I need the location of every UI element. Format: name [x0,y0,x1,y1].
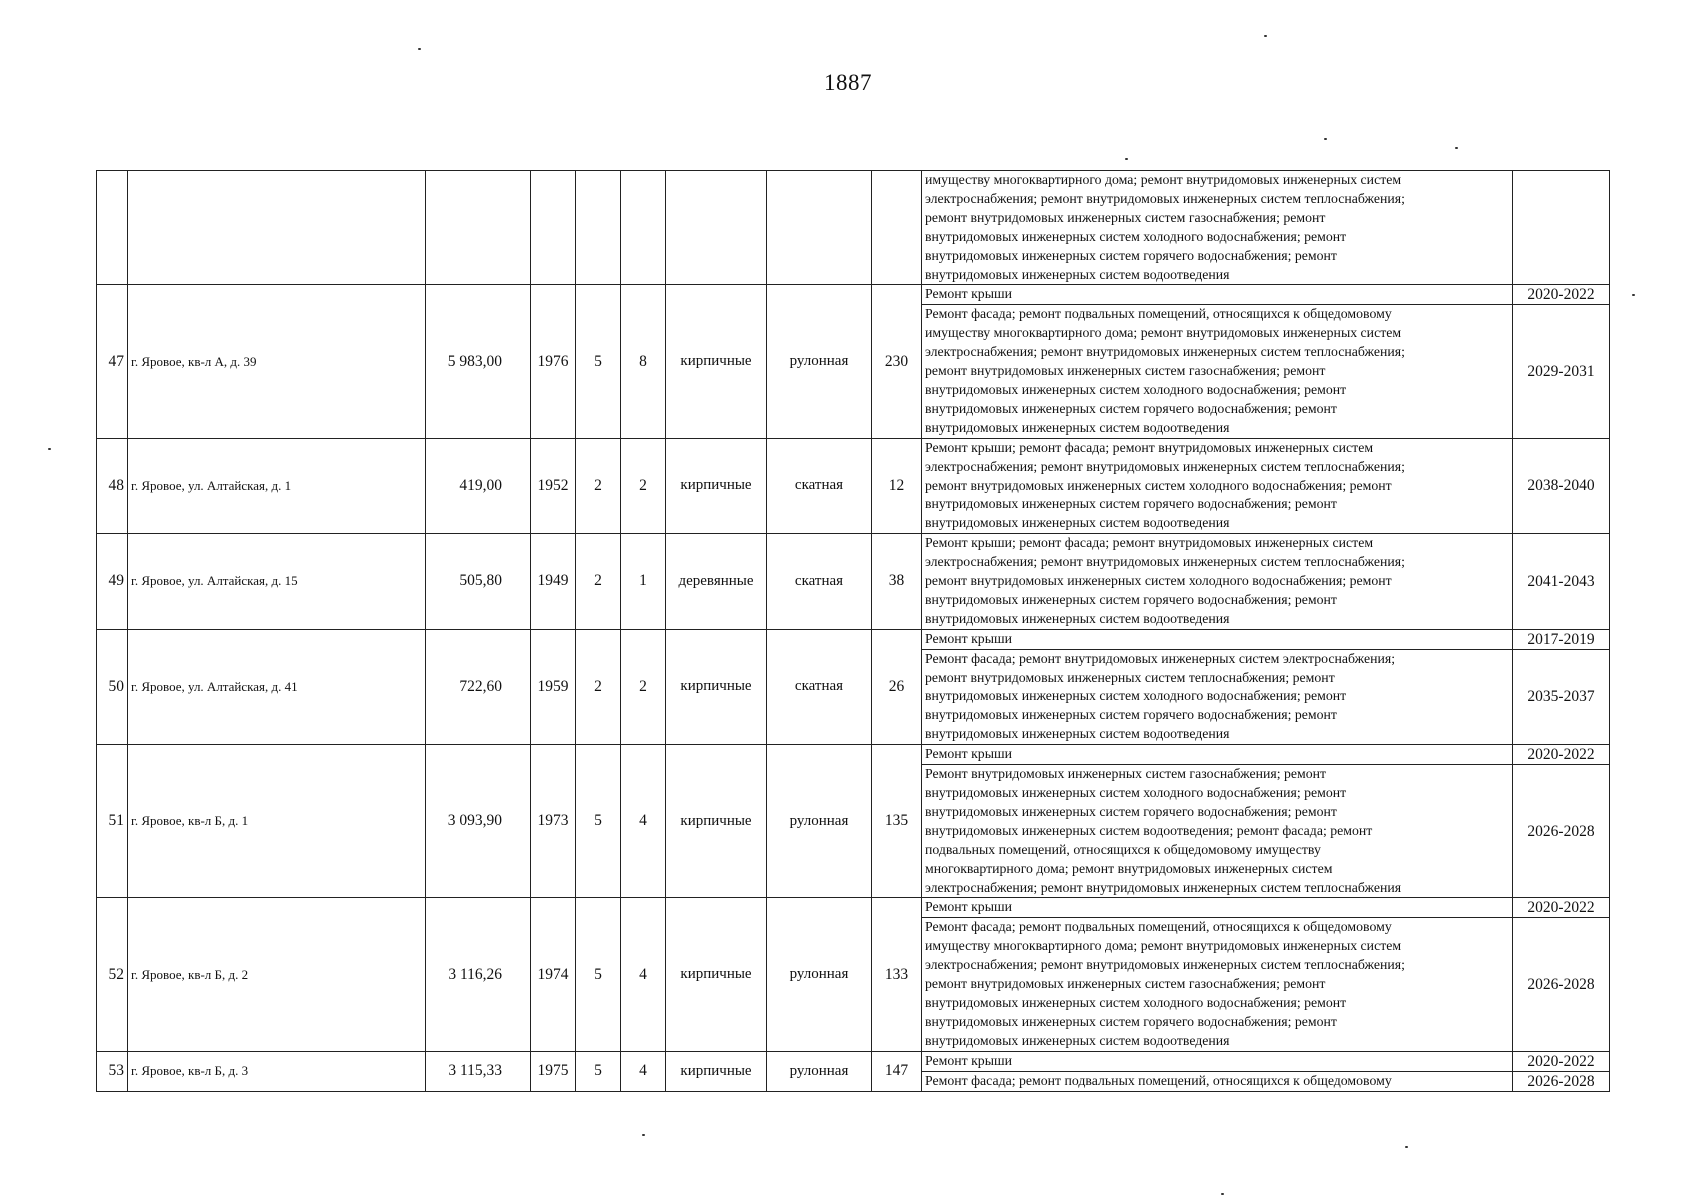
scan-speck [418,48,421,50]
work-description-cell [922,305,1513,438]
scan-speck [1324,138,1327,140]
area-cell: 722,60 [426,629,531,744]
row-number-cell: 49 [97,534,128,630]
floors-cell: 5 [576,1051,621,1091]
residents-cell [872,171,922,285]
work-description-line: ремонт внутридомовых инженерных систем теплоснабжения; ремонт [925,669,1335,685]
work-description-line: внутридомовых инженерных систем горячего водоснабжения; ремонт [925,496,1337,512]
address-cell: г. Яровое, кв-л А, д. 39 [128,285,426,438]
row-number-cell: 51 [97,745,128,898]
work-description-line: внутридомовых инженерных систем водоотведения [925,726,1230,742]
area-cell: 505,80 [426,534,531,630]
work-description-line: имуществу многоквартирного дома; ремонт внутридомовых инженерных систем [925,325,1402,341]
work-description-line: внутридомовых инженерных систем водоотведения [925,419,1230,435]
work-description-cell [922,438,1513,534]
roof-type-cell: скатная [767,534,872,630]
work-description-line: внутридомовых инженерных систем водоотведения [925,1032,1230,1048]
work-description-line: внутридомовых инженерных систем холодного водоснабжения; ремонт [925,994,1347,1010]
repair-schedule-table [96,170,1610,1092]
work-description-line: электроснабжения; ремонт внутридомовых инженерных систем теплоснабжения; [925,190,1405,206]
work-description-cell [922,745,1513,765]
work-period-cell: 2038-2040 [1513,438,1610,534]
area-cell [426,171,531,285]
work-period-cell: 2035-2037 [1513,649,1610,745]
scan-speck [1125,158,1128,160]
wall-material-cell: кирпичные [666,438,767,534]
work-description-cell [922,171,1513,285]
scan-speck [1632,294,1635,296]
entrances-cell: 2 [621,438,666,534]
work-description-cell [922,898,1513,918]
area-cell: 3 093,90 [426,745,531,898]
area-cell: 3 116,26 [426,898,531,1051]
work-period-cell: 2017-2019 [1513,629,1610,649]
floors-cell [576,171,621,285]
address-cell: г. Яровое, ул. Алтайская, д. 41 [128,629,426,744]
work-description-line: электроснабжения; ремонт внутридомовых инженерных систем теплоснабжения [925,879,1402,895]
work-description-line: ремонт внутридомовых инженерных систем холодного водоснабжения; ремонт [925,573,1392,589]
work-description-cell [922,1051,1513,1071]
work-period-cell: 2020-2022 [1513,745,1610,765]
scan-speck [1405,1146,1408,1148]
floors-cell: 5 [576,745,621,898]
wall-material-cell: кирпичные [666,629,767,744]
address-cell: г. Яровое, кв-л Б, д. 3 [128,1051,426,1091]
entrances-cell: 4 [621,745,666,898]
work-description-line: внутридомовых инженерных систем горячего водоснабжения; ремонт [925,591,1337,607]
work-description-line: внутридомовых инженерных систем водоотведения [925,610,1230,626]
scan-speck [1455,147,1458,149]
roof-type-cell [767,171,872,285]
work-period-cell: 2026-2028 [1513,1071,1610,1091]
work-description-line: внутридомовых инженерных систем холодного водоснабжения; ремонт [925,688,1347,704]
table-row [97,285,1610,305]
work-description-line: Ремонт фасада; ремонт подвальных помещений, относящихся к общедомовому [925,919,1392,935]
work-description-line: внутридомовых инженерных систем холодного водоснабжения; ремонт [925,381,1347,397]
work-period-cell: 2029-2031 [1513,305,1610,438]
work-description-line: Ремонт крыши; ремонт фасада; ремонт внутридомовых инженерных систем [925,439,1374,455]
roof-type-cell: рулонная [767,745,872,898]
scan-speck [642,1134,645,1136]
residents-cell: 38 [872,534,922,630]
work-period-cell: 2026-2028 [1513,765,1610,898]
work-description-line: ремонт внутридомовых инженерных систем газоснабжения; ремонт [925,363,1326,379]
entrances-cell [621,171,666,285]
work-description-line: внутридомовых инженерных систем водоотведения [925,515,1230,531]
row-number-cell: 50 [97,629,128,744]
floors-cell: 5 [576,898,621,1051]
work-description-cell [922,649,1513,745]
entrances-cell: 1 [621,534,666,630]
work-description-line: ремонт внутридомовых инженерных систем холодного водоснабжения; ремонт [925,477,1392,493]
entrances-cell: 8 [621,285,666,438]
work-description-line: Ремонт крыши [925,746,1012,762]
floors-cell: 2 [576,629,621,744]
roof-type-cell: рулонная [767,1051,872,1091]
roof-type-cell: рулонная [767,285,872,438]
work-description-cell [922,765,1513,898]
work-description-line: внутридомовых инженерных систем горячего водоснабжения; ремонт [925,1013,1337,1029]
residents-cell: 26 [872,629,922,744]
address-cell: г. Яровое, ул. Алтайская, д. 1 [128,438,426,534]
work-description-line: Ремонт внутридомовых инженерных систем газоснабжения; ремонт [925,766,1327,782]
work-description-line: внутридомовых инженерных систем холодного водоснабжения; ремонт [925,228,1347,244]
area-cell: 5 983,00 [426,285,531,438]
work-period-cell: 2020-2022 [1513,285,1610,305]
work-description-line: внутридомовых инженерных систем холодного водоснабжения; ремонт [925,785,1347,800]
area-cell: 3 115,33 [426,1051,531,1091]
table-row [97,171,1610,285]
scan-speck [1264,35,1267,37]
row-number-cell: 52 [97,898,128,1051]
roof-type-cell: скатная [767,438,872,534]
year-built-cell: 1974 [531,898,576,1051]
work-description-line: электроснабжения; ремонт внутридомовых инженерных систем теплоснабжения; [925,957,1405,973]
year-built-cell: 1959 [531,629,576,744]
floors-cell: 2 [576,438,621,534]
residents-cell: 230 [872,285,922,438]
wall-material-cell: кирпичные [666,1051,767,1091]
roof-type-cell: рулонная [767,898,872,1051]
address-cell: г. Яровое, кв-л Б, д. 1 [128,745,426,898]
work-description-line: внутридомовых инженерных систем горячего водоснабжения; ремонт [925,707,1337,723]
address-cell: г. Яровое, кв-л Б, д. 2 [128,898,426,1051]
wall-material-cell: деревянные [666,534,767,630]
roof-type-cell: скатная [767,629,872,744]
work-description-line: электроснабжения; ремонт внутридомовых инженерных систем теплоснабжения; [925,554,1405,570]
floors-cell: 2 [576,534,621,630]
wall-material-cell: кирпичные [666,745,767,898]
work-description-line: многоквартирного дома; ремонт внутридомовых инженерных систем [925,860,1333,876]
work-description-line: имуществу многоквартирного дома; ремонт внутридомовых инженерных систем [925,938,1402,954]
wall-material-cell: кирпичные [666,898,767,1051]
year-built-cell: 1976 [531,285,576,438]
row-number-cell: 48 [97,438,128,534]
work-description-line: Ремонт фасада; ремонт подвальных помещений, относящихся к общедомовому [925,306,1392,322]
work-description-line: ремонт внутридомовых инженерных систем газоснабжения; ремонт [925,209,1326,225]
work-description-line: имуществу многоквартирного дома; ремонт внутридомовых инженерных систем [925,172,1402,187]
work-description-cell [922,285,1513,305]
scan-speck [1221,1193,1224,1195]
table-row [97,898,1610,918]
table-row [97,438,1610,534]
area-cell: 419,00 [426,438,531,534]
work-description-line: внутридомовых инженерных систем горячего водоснабжения; ремонт [925,400,1337,416]
table-body [97,171,1610,1092]
work-description-cell [922,918,1513,1051]
work-description-line: внутридомовых инженерных систем горячего водоснабжения; ремонт [925,247,1337,263]
work-description-line: внутридомовых инженерных систем горячего водоснабжения; ремонт [925,803,1337,819]
entrances-cell: 4 [621,1051,666,1091]
year-built-cell: 1973 [531,745,576,898]
table-row [97,534,1610,630]
wall-material-cell: кирпичные [666,285,767,438]
work-description-line: внутридомовых инженерных систем водоотведения [925,266,1230,282]
table-row [97,629,1610,649]
floors-cell: 5 [576,285,621,438]
address-cell [128,171,426,285]
entrances-cell: 4 [621,898,666,1051]
table-row [97,1051,1610,1071]
row-number-cell: 47 [97,285,128,438]
work-description-cell [922,629,1513,649]
year-built-cell: 1952 [531,438,576,534]
address-cell: г. Яровое, ул. Алтайская, д. 15 [128,534,426,630]
work-description-line: Ремонт крыши [925,630,1012,646]
work-description-line: Ремонт крыши [925,899,1012,915]
residents-cell: 12 [872,438,922,534]
work-description-line: электроснабжения; ремонт внутридомовых инженерных систем теплоснабжения; [925,458,1405,474]
work-period-cell [1513,171,1610,285]
table-row [97,745,1610,765]
work-period-cell: 2041-2043 [1513,534,1610,630]
work-description-line: подвальных помещений, относящихся к общедомовому имуществу [925,841,1321,857]
residents-cell: 133 [872,898,922,1051]
work-description-line: Ремонт крыши [925,286,1012,302]
work-period-cell: 2026-2028 [1513,918,1610,1051]
work-period-cell: 2020-2022 [1513,1051,1610,1071]
residents-cell: 147 [872,1051,922,1091]
row-number-cell: 53 [97,1051,128,1091]
year-built-cell: 1975 [531,1051,576,1091]
work-description-cell [922,1071,1513,1091]
year-built-cell: 1949 [531,534,576,630]
work-period-cell: 2020-2022 [1513,898,1610,918]
work-description-line: ремонт внутридомовых инженерных систем газоснабжения; ремонт [925,976,1326,992]
work-description-line: Ремонт фасада; ремонт подвальных помещений, относящихся к общедомовому [925,1072,1392,1088]
entrances-cell: 2 [621,629,666,744]
row-number-cell [97,171,128,285]
scan-speck [48,448,51,450]
work-description-line: Ремонт фасада; ремонт внутридомовых инженерных систем электроснабжения; [925,650,1396,666]
wall-material-cell [666,171,767,285]
residents-cell: 135 [872,745,922,898]
work-description-line: Ремонт крыши; ремонт фасада; ремонт внутридомовых инженерных систем [925,535,1374,551]
work-description-line: Ремонт крыши [925,1052,1012,1068]
work-description-line: электроснабжения; ремонт внутридомовых инженерных систем теплоснабжения; [925,344,1405,360]
work-description-cell [922,534,1513,630]
work-description-line: внутридомовых инженерных систем водоотведения; ремонт фасада; ремонт [925,822,1373,838]
year-built-cell [531,171,576,285]
page-number: 1887 [824,70,872,95]
